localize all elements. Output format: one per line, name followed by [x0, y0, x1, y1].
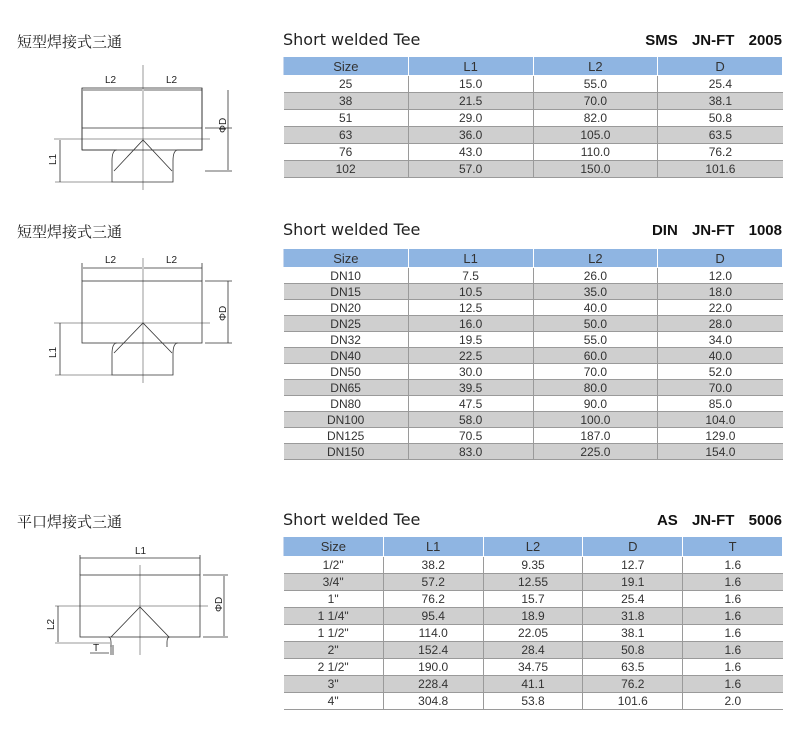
table-cell: DN32 — [284, 332, 409, 348]
table-row — [284, 693, 783, 710]
table-cell: 58.0 — [408, 412, 533, 428]
table-cell: 7.5 — [408, 268, 533, 284]
table-cell: 100.0 — [533, 412, 658, 428]
section-title: Short welded Tee — [283, 510, 421, 529]
standard-code — [657, 512, 782, 529]
table-row — [284, 574, 783, 591]
col-header: L2 — [533, 249, 658, 268]
table-cell: 38.1 — [583, 625, 683, 642]
table-cell: 3" — [284, 676, 384, 693]
col-header: Size — [284, 249, 409, 268]
table-cell: DN150 — [284, 444, 409, 460]
table-cell: 154.0 — [658, 444, 783, 460]
standard-name: AS — [656, 512, 678, 529]
table-row — [284, 412, 783, 428]
standard-code — [652, 222, 782, 239]
table-cell: DN10 — [284, 268, 409, 284]
dim-label: L2 — [166, 75, 178, 86]
table-cell: 82.0 — [533, 110, 658, 127]
table-cell: 51 — [284, 110, 409, 127]
table-cell: 70.0 — [658, 380, 783, 396]
table-row — [284, 127, 783, 144]
section-cn-title: 短型焊接式三通 — [17, 223, 123, 241]
table-row — [284, 591, 783, 608]
table-cell: 28.0 — [658, 316, 783, 332]
table-cell: 76.2 — [583, 676, 683, 693]
table-cell: 47.5 — [408, 396, 533, 412]
table-cell: 12.5 — [408, 300, 533, 316]
standard-name: SMS — [645, 32, 678, 49]
table-cell: 1/2" — [284, 557, 384, 574]
table-cell: 83.0 — [408, 444, 533, 460]
dim-label: L1 — [48, 153, 59, 165]
col-header: L1 — [408, 57, 533, 76]
table-cell: 50.8 — [658, 110, 783, 127]
table-cell: 102 — [284, 161, 409, 178]
table-row — [284, 76, 783, 93]
table-cell: 26.0 — [533, 268, 658, 284]
dim-label: L2 — [105, 255, 117, 266]
table-cell: 110.0 — [533, 144, 658, 161]
table-cell: 150.0 — [533, 161, 658, 178]
table-cell: DN40 — [284, 348, 409, 364]
col-header: L1 — [383, 537, 483, 557]
table-cell: 101.6 — [583, 693, 683, 710]
table-cell: 55.0 — [533, 76, 658, 93]
dim-label: T — [93, 643, 100, 654]
table-cell: 105.0 — [533, 127, 658, 144]
table-cell: 80.0 — [533, 380, 658, 396]
dim-label: L2 — [166, 255, 178, 266]
col-header: D — [583, 537, 683, 557]
table-cell: 12.7 — [583, 557, 683, 574]
table-cell: 31.8 — [583, 608, 683, 625]
table-cell: DN25 — [284, 316, 409, 332]
tee-diagram — [0, 213, 270, 383]
table-cell: 10.5 — [408, 284, 533, 300]
table-cell: 1.6 — [683, 591, 783, 608]
table-cell: 9.35 — [483, 557, 583, 574]
table-cell: 29.0 — [408, 110, 533, 127]
table-cell: 95.4 — [383, 608, 483, 625]
dim-label: ΦD — [218, 305, 229, 321]
dimension-table — [283, 536, 783, 710]
table-cell: 18.9 — [483, 608, 583, 625]
table-cell: 53.8 — [483, 693, 583, 710]
table-cell: 57.0 — [408, 161, 533, 178]
dim-label: L2 — [46, 618, 57, 630]
col-header: Size — [284, 537, 384, 557]
table-cell: 21.5 — [408, 93, 533, 110]
table-row — [284, 300, 783, 316]
table-cell: 12.55 — [483, 574, 583, 591]
table-cell: 228.4 — [383, 676, 483, 693]
table-cell: 129.0 — [658, 428, 783, 444]
col-header: L2 — [533, 57, 658, 76]
table-cell: 15.7 — [483, 591, 583, 608]
table-cell: DN20 — [284, 300, 409, 316]
table-cell: 22.05 — [483, 625, 583, 642]
table-row — [284, 144, 783, 161]
table-cell: 22.5 — [408, 348, 533, 364]
table-cell: 1.6 — [683, 557, 783, 574]
table-cell: 101.6 — [658, 161, 783, 178]
part-code: JN-FT 2005 — [691, 32, 782, 49]
table-cell: 70.5 — [408, 428, 533, 444]
col-header: L2 — [483, 537, 583, 557]
table-cell: 57.2 — [383, 574, 483, 591]
table-cell: 114.0 — [383, 625, 483, 642]
table-cell: 15.0 — [408, 76, 533, 93]
table-cell: 1.6 — [683, 608, 783, 625]
table-cell: 3/4" — [284, 574, 384, 591]
table-cell: 19.1 — [583, 574, 683, 591]
table-cell: 25 — [284, 76, 409, 93]
table-cell: 1 1/2" — [284, 625, 384, 642]
table-cell: 2" — [284, 642, 384, 659]
table-cell: 225.0 — [533, 444, 658, 460]
table-cell: 4" — [284, 693, 384, 710]
table-cell: 90.0 — [533, 396, 658, 412]
table-cell: DN100 — [284, 412, 409, 428]
table-cell: 104.0 — [658, 412, 783, 428]
table-cell: DN125 — [284, 428, 409, 444]
table-cell: 43.0 — [408, 144, 533, 161]
table-cell: 63.5 — [583, 659, 683, 676]
table-row — [284, 557, 783, 574]
col-header: D — [658, 249, 783, 268]
table-cell: 55.0 — [533, 332, 658, 348]
table-row — [284, 268, 783, 284]
section-title: Short welded Tee — [283, 30, 421, 49]
table-cell: 28.4 — [483, 642, 583, 659]
table-cell: 304.8 — [383, 693, 483, 710]
table-cell: 76 — [284, 144, 409, 161]
table-cell: 190.0 — [383, 659, 483, 676]
part-code: JN-FT 1008 — [691, 222, 782, 239]
dimension-table — [283, 56, 783, 178]
table-cell: 38.1 — [658, 93, 783, 110]
table-cell: 35.0 — [533, 284, 658, 300]
table-cell: 1.6 — [683, 625, 783, 642]
table-cell: 50.8 — [583, 642, 683, 659]
standard-name: DIN — [651, 222, 678, 239]
table-row — [284, 332, 783, 348]
col-header: T — [683, 537, 783, 557]
table-cell: 16.0 — [408, 316, 533, 332]
table-cell: 25.4 — [583, 591, 683, 608]
tee-diagram — [0, 20, 270, 190]
table-cell: DN15 — [284, 284, 409, 300]
table-cell: 1.6 — [683, 642, 783, 659]
table-cell: 22.0 — [658, 300, 783, 316]
table-cell: 60.0 — [533, 348, 658, 364]
table-row — [284, 444, 783, 460]
table-cell: 38.2 — [383, 557, 483, 574]
dim-label: ΦD — [218, 117, 229, 133]
table-row — [284, 316, 783, 332]
col-header: L1 — [408, 249, 533, 268]
table-cell: 25.4 — [658, 76, 783, 93]
table-cell: 1" — [284, 591, 384, 608]
table-cell: 34.75 — [483, 659, 583, 676]
table-row — [284, 364, 783, 380]
table-row — [284, 625, 783, 642]
table-cell: 30.0 — [408, 364, 533, 380]
table-cell: 63 — [284, 127, 409, 144]
table-cell: 85.0 — [658, 396, 783, 412]
table-row — [284, 428, 783, 444]
table-cell: 34.0 — [658, 332, 783, 348]
table-cell: DN80 — [284, 396, 409, 412]
table-cell: 38 — [284, 93, 409, 110]
table-row — [284, 348, 783, 364]
table-cell: DN50 — [284, 364, 409, 380]
table-row — [284, 676, 783, 693]
table-cell: 76.2 — [383, 591, 483, 608]
table-cell: 70.0 — [533, 93, 658, 110]
table-row — [284, 284, 783, 300]
table-row — [284, 659, 783, 676]
table-cell: 1.6 — [683, 676, 783, 693]
dim-label: L1 — [48, 346, 59, 358]
table-row — [284, 608, 783, 625]
table-cell: 2.0 — [683, 693, 783, 710]
table-cell: 40.0 — [533, 300, 658, 316]
table-cell: 50.0 — [533, 316, 658, 332]
table-cell: 1 1/4" — [284, 608, 384, 625]
table-cell: 187.0 — [533, 428, 658, 444]
table-cell: 52.0 — [658, 364, 783, 380]
table-cell: 70.0 — [533, 364, 658, 380]
dim-label: ΦD — [214, 596, 225, 612]
table-cell: 1.6 — [683, 574, 783, 591]
table-row — [284, 93, 783, 110]
section-title: Short welded Tee — [283, 220, 421, 239]
part-code: JN-FT 5006 — [691, 512, 782, 529]
table-cell: 18.0 — [658, 284, 783, 300]
section-cn-title: 平口焊接式三通 — [17, 513, 123, 531]
table-row — [284, 396, 783, 412]
table-row — [284, 642, 783, 659]
table-cell: 40.0 — [658, 348, 783, 364]
table-row — [284, 380, 783, 396]
table-row — [284, 110, 783, 127]
table-cell: DN65 — [284, 380, 409, 396]
table-cell: 36.0 — [408, 127, 533, 144]
dim-label: L2 — [105, 75, 117, 86]
dimension-table — [283, 248, 783, 460]
table-cell: 39.5 — [408, 380, 533, 396]
table-cell: 12.0 — [658, 268, 783, 284]
dim-label: L1 — [135, 546, 147, 557]
standard-code — [645, 32, 782, 49]
table-cell: 76.2 — [658, 144, 783, 161]
table-row — [284, 161, 783, 178]
table-cell: 41.1 — [483, 676, 583, 693]
col-header: Size — [284, 57, 409, 76]
table-cell: 2 1/2" — [284, 659, 384, 676]
table-cell: 63.5 — [658, 127, 783, 144]
table-cell: 19.5 — [408, 332, 533, 348]
section-cn-title: 短型焊接式三通 — [17, 33, 123, 51]
table-cell: 152.4 — [383, 642, 483, 659]
tee-diagram — [20, 530, 270, 660]
col-header: D — [658, 57, 783, 76]
table-cell: 1.6 — [683, 659, 783, 676]
